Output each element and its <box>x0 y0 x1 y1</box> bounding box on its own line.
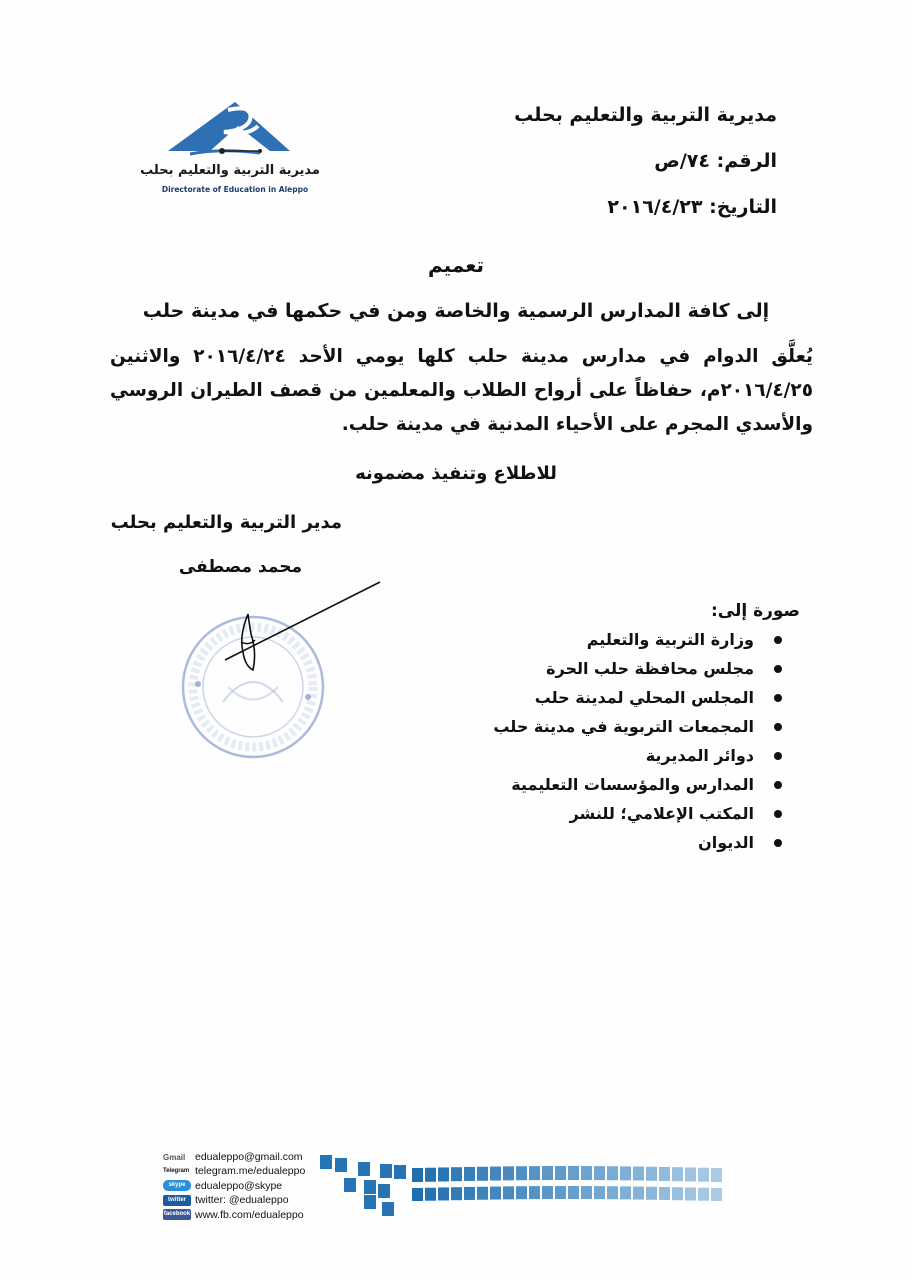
tile <box>685 1167 696 1181</box>
handwritten-signature-icon <box>215 580 385 680</box>
tile <box>633 1167 644 1181</box>
header-organization: مديرية التربية والتعليم بحلب <box>514 104 777 126</box>
number-value: ٧٤/ص <box>654 150 710 172</box>
tile <box>412 1188 423 1201</box>
signatory-title: مدير التربية والتعليم بحلب <box>110 512 342 533</box>
gmail-icon: Gmail <box>163 1152 186 1162</box>
copies-item-text: المجلس المحلي لمدينة حلب <box>534 688 754 707</box>
circular-title: تعميم <box>427 253 485 277</box>
tile <box>394 1165 406 1179</box>
tile <box>568 1166 579 1180</box>
copies-list-item <box>493 799 782 828</box>
tile <box>503 1166 514 1180</box>
tile <box>555 1186 566 1199</box>
tile <box>503 1186 514 1199</box>
copies-heading: صورة إلى: <box>710 601 800 621</box>
tile <box>464 1187 475 1200</box>
telegram-icon: Telegram <box>163 1168 190 1175</box>
tile <box>594 1186 605 1199</box>
date-label: التاريخ: <box>709 196 777 218</box>
contact-text[interactable]: www.fb.com/edualeppo <box>195 1208 304 1221</box>
tile <box>659 1187 670 1200</box>
tile <box>451 1187 462 1200</box>
tile <box>516 1166 527 1180</box>
tile <box>685 1187 696 1200</box>
tile <box>490 1187 501 1200</box>
tile <box>542 1166 553 1180</box>
tile <box>364 1180 376 1194</box>
tile <box>672 1167 683 1181</box>
contact-facebook[interactable] <box>163 1208 305 1222</box>
tile <box>711 1168 722 1182</box>
closing-line: للاطلاع وتنفيذ مضمونه <box>355 463 557 484</box>
contact-gmail[interactable] <box>163 1150 305 1164</box>
copies-list-item <box>493 625 782 654</box>
bullet-icon <box>774 839 782 847</box>
tile <box>412 1168 423 1182</box>
tile <box>646 1167 657 1181</box>
tile <box>633 1187 644 1200</box>
tile <box>320 1155 332 1169</box>
signatory-name: محمد مصطفى <box>178 557 302 577</box>
tile <box>620 1186 631 1199</box>
tile <box>364 1195 376 1209</box>
bullet-icon <box>774 665 782 673</box>
tile <box>607 1166 618 1180</box>
tile <box>568 1186 579 1199</box>
tile <box>451 1167 462 1181</box>
contact-text[interactable]: edualeppo@gmail.com <box>195 1151 303 1163</box>
tile <box>555 1166 566 1180</box>
logo-title: مديرية التربية والتعليم بحلب <box>140 163 320 178</box>
tile <box>659 1167 670 1181</box>
copies-list-item <box>493 683 782 712</box>
contact-telegram[interactable] <box>163 1164 305 1178</box>
bullet-icon <box>774 810 782 818</box>
contact-twitter[interactable] <box>163 1193 305 1207</box>
tile <box>620 1166 631 1180</box>
facebook-icon: facebook <box>163 1209 191 1220</box>
tile <box>581 1166 592 1180</box>
logo-subtitle: Directorate of Education in Aleppo <box>161 185 309 194</box>
tile <box>542 1186 553 1199</box>
directorate-logo <box>140 96 320 206</box>
tile <box>378 1184 390 1198</box>
skype-icon: skype <box>163 1180 191 1191</box>
copies-list <box>493 625 782 857</box>
tile <box>581 1186 592 1199</box>
contact-skype[interactable] <box>163 1179 305 1193</box>
footer-contacts <box>163 1150 305 1222</box>
number-label: الرقم: <box>716 150 777 172</box>
contact-text[interactable]: telegram.me/edualeppo <box>195 1165 306 1178</box>
tile <box>358 1162 370 1176</box>
body-paragraph: يُعلَّق الدوام في مدارس مدينة حلب كلها يومي الأحد ٢٠١٦/٤/٢٤ والاثنين ٢٠١٦/٤/٢٥م، حفاظاً على أرواح الطلاب والمعلمين من قصف الطيران الروسي والأسدي المجرم على الأحياء المدنية في مدينة حلب. <box>110 346 813 435</box>
tile <box>594 1166 605 1180</box>
copies-item-text: المجمعات التربوية في مدينة حلب <box>493 717 754 736</box>
tile <box>335 1158 347 1172</box>
header-date <box>607 194 777 220</box>
copies-list-item <box>493 712 782 741</box>
copies-item-text: وزارة التربية والتعليم <box>586 630 754 649</box>
twitter-icon: twitter <box>163 1195 191 1206</box>
copies-item-text: مجلس محافظة حلب الحرة <box>546 659 754 678</box>
copies-list-item <box>493 828 782 857</box>
tile <box>380 1164 392 1178</box>
copies-item-text: الديوان <box>698 833 754 852</box>
tile <box>438 1187 449 1200</box>
tile <box>646 1187 657 1200</box>
copies-item-text: دوائر المديرية <box>645 746 754 765</box>
bullet-icon <box>774 636 782 644</box>
logo-emblem-icon <box>150 96 320 158</box>
bullet-icon <box>774 694 782 702</box>
tile <box>477 1167 488 1181</box>
contact-text[interactable]: twitter: @edualeppo <box>195 1194 289 1207</box>
tile <box>464 1167 475 1181</box>
tile <box>490 1167 501 1181</box>
tile <box>438 1167 449 1181</box>
decorative-tile-band <box>320 1150 730 1230</box>
copies-item-text: المكتب الإعلامي؛ للنشر <box>569 804 754 823</box>
tile <box>529 1166 540 1180</box>
tile <box>516 1186 527 1199</box>
header-reference-number <box>654 148 777 174</box>
tile <box>425 1168 436 1182</box>
bullet-icon <box>774 723 782 731</box>
bullet-icon <box>774 752 782 760</box>
tile <box>529 1186 540 1199</box>
tile <box>382 1202 394 1216</box>
contact-text[interactable]: edualeppo@skype <box>195 1179 283 1192</box>
date-value: ٢٠١٦/٤/٢٣ <box>607 196 703 218</box>
copies-list-item <box>493 741 782 770</box>
copies-item-text: المدارس والمؤسسات التعليمية <box>511 775 754 794</box>
tile <box>711 1188 722 1201</box>
addressee-line: إلى كافة المدارس الرسمية والخاصة ومن في حكمها في مدينة حلب <box>142 300 770 322</box>
tile <box>698 1188 709 1201</box>
copies-list-item <box>493 654 782 683</box>
tile <box>672 1187 683 1200</box>
tile <box>698 1168 709 1182</box>
tile <box>477 1187 488 1200</box>
bullet-icon <box>774 781 782 789</box>
tile <box>607 1186 618 1199</box>
tile <box>344 1178 356 1192</box>
copies-list-item <box>493 770 782 799</box>
tile <box>425 1188 436 1201</box>
